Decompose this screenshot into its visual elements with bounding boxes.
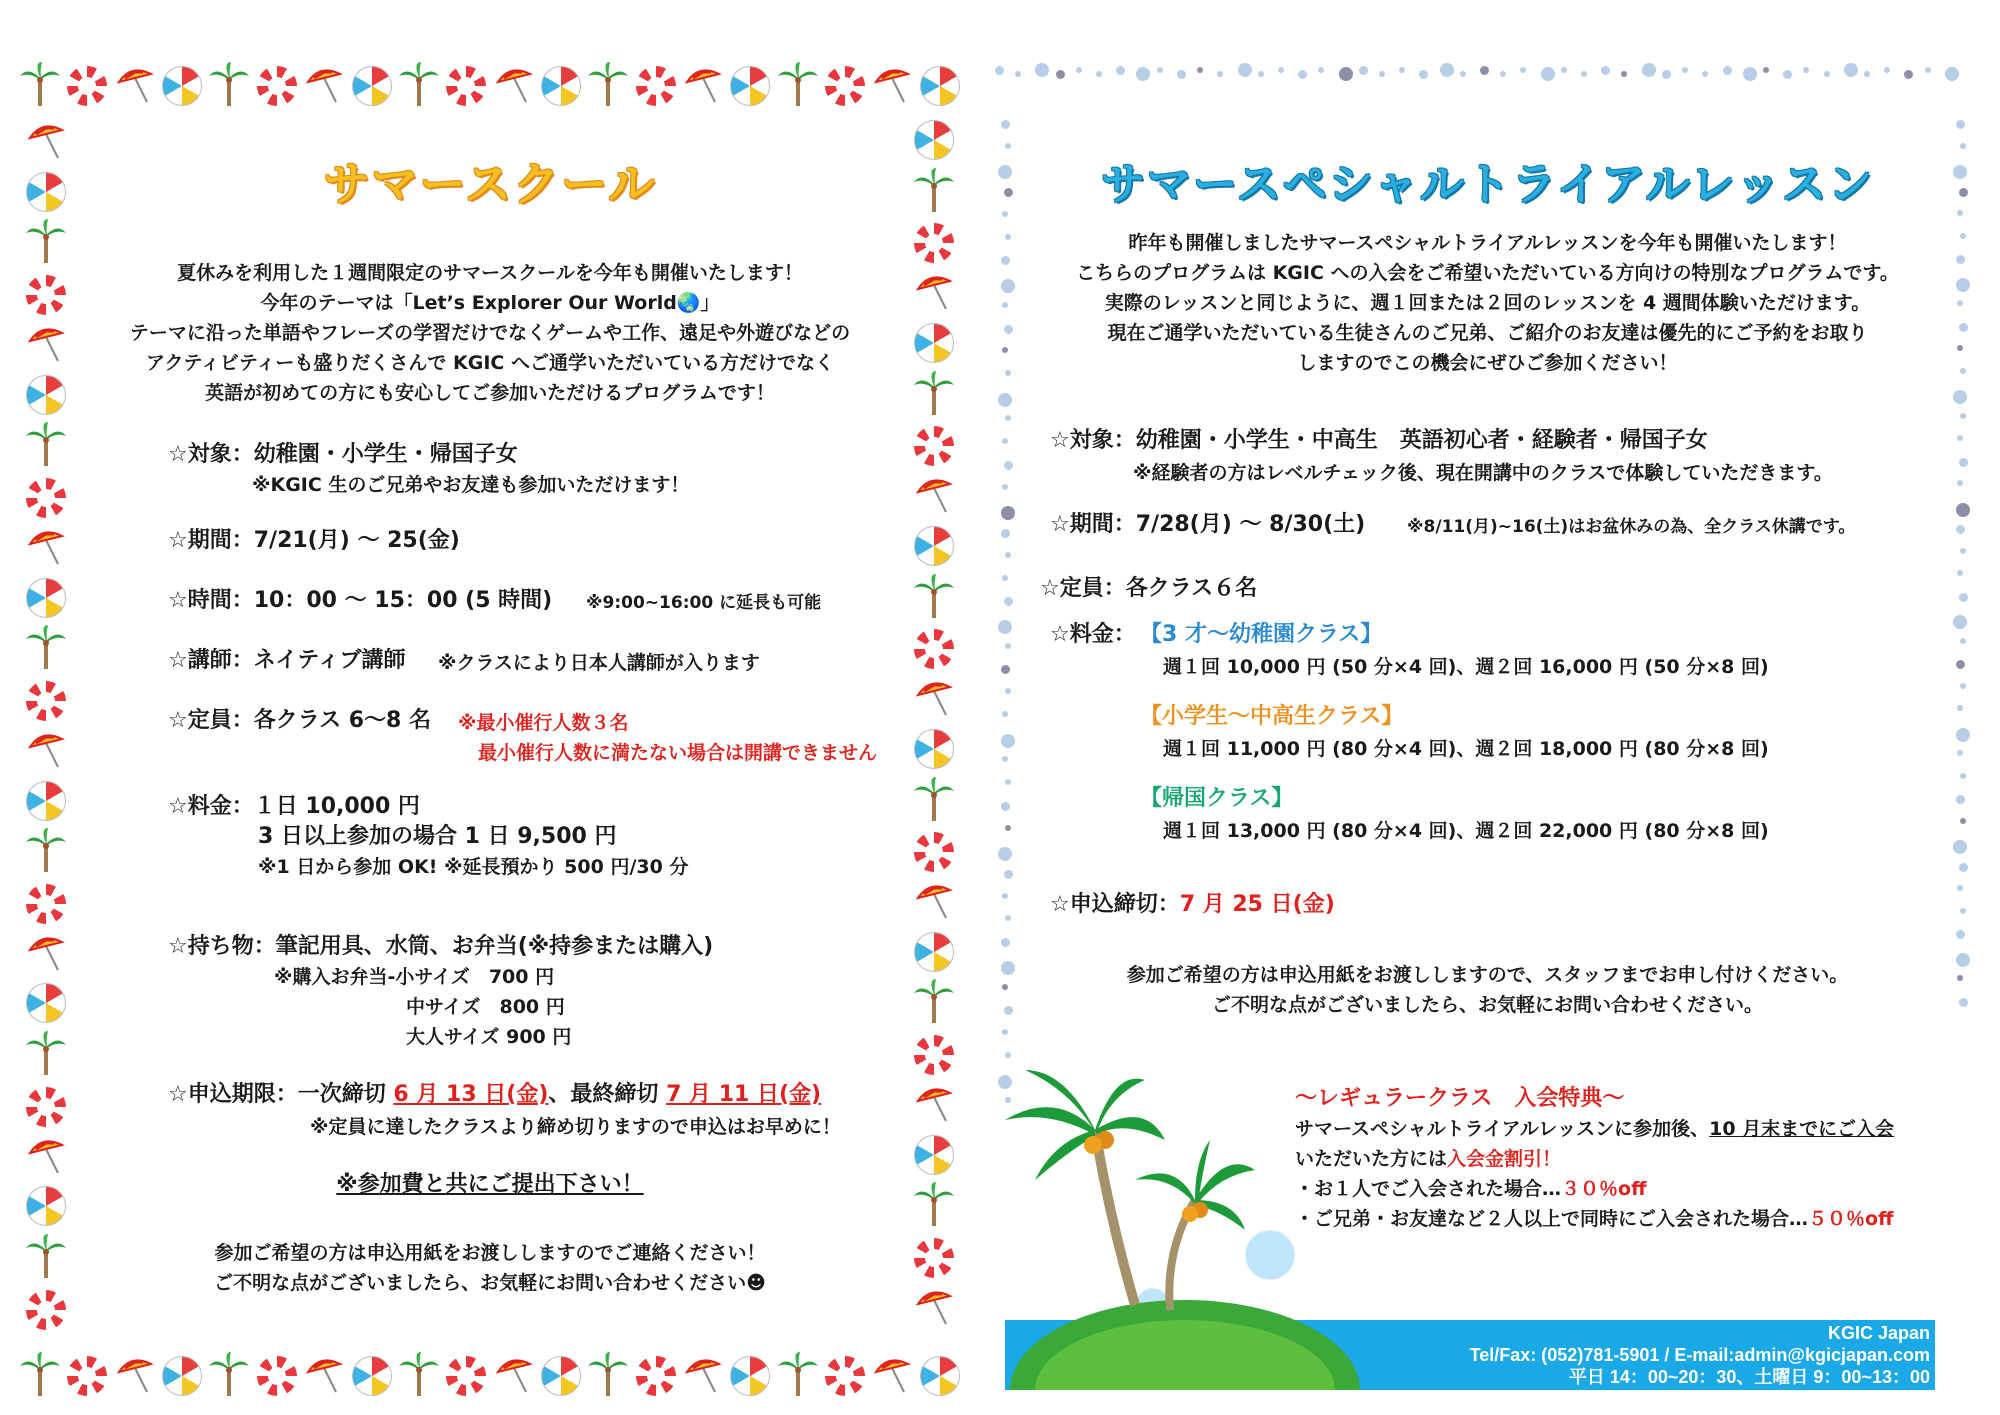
- closing-line-2: ご不明な点がございましたら、お気軽にお問い合わせください☻: [214, 1272, 766, 1294]
- summer-school-title: サマースクール: [323, 157, 657, 211]
- decor-dot: [1959, 593, 1968, 602]
- decor-dot: [1076, 67, 1082, 73]
- beach-umbrella-icon: [26, 932, 66, 976]
- beach-ball-icon: [352, 1356, 392, 1396]
- decor-dot: [1002, 711, 1008, 717]
- swim-ring-icon: [26, 884, 66, 924]
- palm-tree-icon: [399, 62, 439, 110]
- trial-period-label: ☆期間：7/28(月) ～ 8/30(土): [1050, 512, 1366, 537]
- beach-ball-icon: [914, 1135, 954, 1175]
- decor-dot: [1005, 688, 1011, 694]
- trial-fee-label: ☆料金：: [1050, 622, 1136, 647]
- decor-dot: [1005, 370, 1011, 376]
- promo-title: ～レギュラークラス 入会特典～: [1295, 1086, 1625, 1111]
- beach-umbrella-icon: [26, 729, 66, 773]
- decor-dot: [1959, 863, 1968, 872]
- beach-ball-icon: [26, 983, 66, 1023]
- swim-ring-icon: [446, 1356, 486, 1396]
- fee-note: ※1 日から参加 OK! ※延長預かり 500 円/30 分: [258, 856, 689, 878]
- decor-dot: [1001, 529, 1010, 538]
- decor-dot: [1960, 908, 1966, 914]
- palm-tree-icon: [914, 1182, 954, 1230]
- bento-medium: 中サイズ 800 円: [406, 996, 565, 1018]
- decor-dot: [1440, 63, 1454, 77]
- decor-dot: [1956, 503, 1970, 517]
- palm-tree-icon: [399, 1352, 439, 1400]
- decor-dot: [1864, 71, 1870, 77]
- decor-dot: [1960, 233, 1966, 239]
- decor-dot: [1005, 1052, 1011, 1058]
- promo-bullet-2a: ・ご兄弟・お友達など２人以上で同時にご入会された場合…: [1295, 1208, 1809, 1230]
- deadline-final: 7 月 11 日(金): [666, 1082, 822, 1107]
- beach-umbrella-icon: [26, 1135, 66, 1179]
- decor-dot: [1561, 67, 1567, 73]
- beach-ball-icon: [541, 1356, 581, 1396]
- decor-dot: [1116, 66, 1125, 75]
- decor-dot: [1960, 638, 1966, 644]
- decor-dot: [1960, 548, 1966, 554]
- trial-deadline-date: 7 月 25 日(金): [1179, 892, 1335, 917]
- palm-tree-icon: [778, 1352, 818, 1400]
- beach-ball-icon: [541, 66, 581, 106]
- swim-ring-icon: [26, 1087, 66, 1127]
- decor-dot: [1001, 279, 1015, 293]
- swim-ring-icon: [67, 1356, 107, 1396]
- trial-closing-2: ご不明な点がございましたら、お気軽にお問い合わせください。: [1211, 994, 1763, 1016]
- teacher-label: ☆講師：ネイティブ講師: [168, 648, 406, 673]
- closing-line-1: 参加ご希望の方は申込用紙をお渡ししますのでご連絡ください！: [214, 1242, 766, 1264]
- trial-period-note: ※8/11(月)~16(土)はお盆休みの為、全クラス休講です。: [1407, 517, 1856, 537]
- capacity-label: ☆定員：各クラス 6～8 名: [168, 708, 431, 733]
- beach-ball-icon: [914, 323, 954, 363]
- deadline-label: ☆申込期限：一次締切: [168, 1082, 394, 1107]
- trial-intro-line-3: 実際のレッスンと同じように、週１回または２回のレッスンを 4 週間体験いただけます。: [1104, 292, 1871, 314]
- trial-intro-line-2: こちらのプログラムは KGIC への入会をご希望いただいている方向けの特別なプログラムです。: [1076, 262, 1899, 284]
- decor-dot: [1318, 67, 1324, 73]
- promo-line-1: [1295, 1114, 1894, 1144]
- decor-dot: [1002, 575, 1008, 581]
- decor-dot: [1460, 71, 1466, 77]
- decor-dot: [1702, 71, 1708, 77]
- decor-dot: [1957, 705, 1963, 711]
- fee-line-2: 3 日以上参加の場合 1 日 9,500 円: [258, 824, 617, 849]
- deadline-note: ※定員に達したクラスより締め切りますので申込はお早めに！: [310, 1116, 841, 1138]
- palm-tree-icon: [209, 62, 249, 110]
- decor-dot: [1956, 525, 1965, 534]
- decor-dot: [1960, 818, 1966, 824]
- swim-ring-icon: [26, 478, 66, 518]
- swim-ring-icon: [257, 1356, 297, 1396]
- promo-bullet-1a: ・お１人でご入会された場合…: [1295, 1178, 1562, 1200]
- decor-dot: [1953, 615, 1967, 629]
- decor-dot: [998, 847, 1012, 861]
- trial-closing-1: 参加ご希望の方は申込用紙をお渡ししますので、スタッフまでお申し付けください。: [1126, 964, 1849, 986]
- decor-dot: [1682, 67, 1688, 73]
- tropical-border-left: [20, 120, 72, 1330]
- promo-bullet-2: [1295, 1204, 1893, 1234]
- beach-umbrella-icon: [914, 271, 954, 315]
- decor-dot: [1956, 660, 1965, 669]
- decor-dot: [1015, 71, 1021, 77]
- decor-dot: [1002, 302, 1008, 308]
- class-elementary-name: 【小学生～中高生クラス】: [1140, 704, 1404, 729]
- dot-border-top: [995, 60, 1980, 90]
- decor-dot: [998, 393, 1012, 407]
- decor-dot: [1177, 70, 1186, 79]
- decor-dot: [1056, 70, 1065, 79]
- footer-company: KGIC Japan: [1827, 1323, 1930, 1343]
- decor-dot: [1001, 961, 1015, 975]
- decor-dot: [1005, 552, 1011, 558]
- beach-umbrella-icon: [683, 1354, 723, 1398]
- decor-dot: [1956, 930, 1965, 939]
- beach-umbrella-icon: [872, 1354, 912, 1398]
- decor-dot: [1005, 234, 1011, 240]
- beach-ball-icon: [730, 1356, 770, 1396]
- decor-dot: [1581, 71, 1587, 77]
- decor-dot: [1238, 63, 1252, 77]
- decor-dot: [998, 620, 1012, 634]
- decor-dot: [1002, 984, 1008, 990]
- decor-dot: [1957, 885, 1963, 891]
- beach-ball-icon: [26, 578, 66, 618]
- intro-line-5: 英語が初めての方にも安心してご参加いただけるプログラムです！: [205, 382, 775, 404]
- swim-ring-icon: [446, 66, 486, 106]
- decor-dot: [1953, 840, 1967, 854]
- decor-dot: [1844, 63, 1858, 77]
- decor-dot: [1157, 67, 1163, 73]
- bento-large: 大人サイズ 900 円: [406, 1026, 572, 1048]
- decor-dot: [1960, 368, 1966, 374]
- promo-line-1a: サマースペシャルトライアルレッスンに参加後、: [1295, 1118, 1710, 1140]
- decor-dot: [1096, 71, 1102, 77]
- beach-umbrella-icon: [914, 1286, 954, 1330]
- time-note: ※9:00~16:00 に延長も可能: [586, 593, 822, 613]
- trial-capacity-label: ☆定員：各クラス６名: [1040, 576, 1258, 601]
- deadline-mid: 、最終締切: [548, 1082, 667, 1107]
- target-note: ※KGIC 生のご兄弟やお友達も参加いただけます！: [252, 474, 690, 496]
- swim-ring-icon: [914, 1238, 954, 1278]
- bento-small: ※購入お弁当-小サイズ 700 円: [274, 966, 555, 988]
- promo-line-2a: いただいた方には: [1295, 1148, 1448, 1170]
- beach-ball-icon: [26, 781, 66, 821]
- palm-tree-icon: [914, 371, 954, 419]
- palm-tree-icon: [914, 777, 954, 825]
- decor-dot: [1002, 347, 1008, 353]
- intro-line-2: 今年のテーマは「Let’s Explorer Our World🌏」: [260, 292, 720, 314]
- decor-dot: [1957, 570, 1963, 576]
- decor-dot: [1136, 67, 1150, 81]
- decor-dot: [1005, 415, 1011, 421]
- tropical-border-top: [20, 60, 960, 112]
- fee-label: ☆料金：１日 10,000 円: [168, 794, 420, 819]
- beach-ball-icon: [914, 932, 954, 972]
- beach-umbrella-icon: [26, 526, 66, 570]
- promo-line-1b: 10 月末までにご入会: [1709, 1118, 1895, 1140]
- class-returnee-price: 週１回 13,000 円 (80 分×4 回)、週２回 22,000 円 (80 分×8 回): [1163, 820, 1769, 842]
- decor-dot: [1541, 67, 1555, 81]
- decor-dot: [1005, 825, 1011, 831]
- capacity-note-1: ※最小催行人数３名: [458, 712, 629, 734]
- palm-tree-icon: [26, 625, 66, 673]
- swim-ring-icon: [914, 629, 954, 669]
- swim-ring-icon: [26, 275, 66, 315]
- decor-dot: [1002, 484, 1008, 490]
- summer-trial-lesson-flyer: [995, 60, 1980, 1390]
- decor-dot: [1001, 938, 1010, 947]
- decor-dot: [1662, 70, 1671, 79]
- decor-dot: [1957, 750, 1963, 756]
- palm-tree-icon: [26, 422, 66, 470]
- palm-tree-icon: [26, 219, 66, 267]
- trial-deadline-label: ☆申込締切：: [1050, 892, 1180, 917]
- decor-dot: [1957, 435, 1963, 441]
- promo-bullet-2b: ５０％off: [1808, 1208, 1894, 1230]
- decor-dot: [1379, 71, 1385, 77]
- palm-tree-icon: [588, 1352, 628, 1400]
- decor-dot: [1001, 506, 1015, 520]
- beach-umbrella-icon: [115, 64, 155, 108]
- beach-umbrella-icon: [683, 64, 723, 108]
- beach-umbrella-icon: [494, 64, 534, 108]
- swim-ring-icon: [636, 66, 676, 106]
- decor-dot: [1959, 458, 1968, 467]
- beach-ball-icon: [26, 1186, 66, 1226]
- palm-tree-icon: [26, 1031, 66, 1079]
- decor-dot: [1001, 734, 1015, 748]
- decor-dot: [1642, 63, 1656, 77]
- palm-tree-icon: [914, 979, 954, 1027]
- decor-dot: [1339, 67, 1353, 81]
- beach-ball-icon: [914, 526, 954, 566]
- decor-dot: [1945, 67, 1959, 81]
- trial-target-note: ※経験者の方はレベルチェック後、現在開講中のクラスで体験していただきます。: [1133, 462, 1833, 484]
- beach-umbrella-icon: [304, 64, 344, 108]
- palm-tree-icon: [588, 62, 628, 110]
- trial-intro-line-5: しますのでこの機会にぜひご参加ください！: [1297, 352, 1678, 374]
- decor-dot: [1480, 66, 1489, 75]
- submit-note: ※参加費と共にご提出下さい！: [336, 1172, 644, 1197]
- decor-dot: [1399, 67, 1405, 73]
- decor-dot: [1001, 256, 1010, 265]
- intro-line-3: テーマに沿った単語やフレーズの学習だけでなくゲームや工作、遠足や外遊びなどの: [129, 322, 851, 344]
- capacity-note-2: 最小催行人数に満たない場合は開講できません: [478, 742, 878, 764]
- beach-ball-icon: [162, 1356, 202, 1396]
- decor-dot: [1005, 779, 1011, 785]
- beach-umbrella-icon: [304, 1354, 344, 1398]
- decor-dot: [1419, 70, 1428, 79]
- decor-dot: [1004, 325, 1013, 334]
- swim-ring-icon: [914, 832, 954, 872]
- decor-dot: [1904, 70, 1913, 79]
- decor-dot: [1298, 70, 1307, 79]
- decor-dot: [1001, 120, 1010, 129]
- decor-dot: [1956, 795, 1965, 804]
- swim-ring-icon: [636, 1356, 676, 1396]
- decor-dot: [1035, 63, 1049, 77]
- promo-bullet-1b: ３０％off: [1561, 1178, 1647, 1200]
- decor-dot: [1004, 870, 1013, 879]
- swim-ring-icon: [825, 66, 865, 106]
- beach-umbrella-icon: [872, 64, 912, 108]
- decor-dot: [1824, 71, 1830, 77]
- target-label: ☆対象：幼稚園・小学生・帰国子女: [168, 442, 518, 467]
- decor-dot: [1004, 461, 1013, 470]
- decor-dot: [1001, 802, 1010, 811]
- palm-tree-icon: [20, 1352, 60, 1400]
- promo-line-2b: 入会金割引！: [1447, 1148, 1562, 1170]
- deadline-first: 6 月 13 日(金): [393, 1082, 549, 1107]
- decor-dot: [1002, 438, 1008, 444]
- teacher-note: ※クラスにより日本人講師が入ります: [438, 652, 760, 674]
- swim-ring-icon: [257, 66, 297, 106]
- decor-dot: [1960, 413, 1966, 419]
- decor-dot: [1763, 67, 1769, 73]
- palm-tree-icon: [209, 1352, 249, 1400]
- summer-school-flyer: [20, 60, 960, 1390]
- decor-dot: [1956, 728, 1970, 742]
- decor-dot: [1500, 71, 1506, 77]
- decor-dot: [1278, 67, 1284, 73]
- palm-tree-icon: [26, 828, 66, 876]
- decor-dot: [1925, 67, 1931, 73]
- items-label: ☆持ち物：筆記用具、水筒、お弁当(※持参または購入): [168, 934, 714, 959]
- decor-dot: [1359, 66, 1368, 75]
- palm-tree-icon: [26, 1234, 66, 1282]
- decor-dot: [1002, 756, 1008, 762]
- decor-dot: [1002, 1029, 1008, 1035]
- deadline-row: [168, 1080, 821, 1110]
- decor-dot: [1197, 67, 1203, 73]
- contact-footer: [1470, 1322, 1930, 1388]
- intro-line-1: 夏休みを利用した１週間限定のサマースクールを今年も開催いたします！: [177, 262, 803, 284]
- beach-ball-icon: [914, 729, 954, 769]
- promo-line-2: [1295, 1144, 1561, 1174]
- decor-dot: [1783, 70, 1792, 79]
- decor-dot: [1601, 66, 1610, 75]
- decor-dot: [1960, 773, 1966, 779]
- decor-dot: [1957, 480, 1963, 486]
- period-label: ☆期間：7/21(月) ～ 25(金): [168, 528, 460, 553]
- beach-ball-icon: [26, 375, 66, 415]
- palm-tree-icon: [20, 62, 60, 110]
- footer-hours: 平日 14：00~20：30、土曜日 9：00~13：00: [1568, 1367, 1930, 1387]
- swim-ring-icon: [26, 681, 66, 721]
- palm-tree-icon: [914, 574, 954, 622]
- decor-dot: [1960, 683, 1966, 689]
- decor-dot: [1217, 71, 1223, 77]
- time-label: ☆時間：10：00 ～ 15：00 (5 時間): [168, 588, 553, 613]
- class-kindergarten-price: 週１回 10,000 円 (50 分×4 回)、週２回 16,000 円 (50 分×8 回): [1163, 656, 1769, 678]
- trial-intro-line-1: 昨年も開催しましたサマースペシャルトライアルレッスンを今年も開催いたします！: [1128, 232, 1847, 254]
- palm-tree-icon: [778, 62, 818, 110]
- class-returnee-name: 【帰国クラス】: [1140, 786, 1294, 811]
- decor-dot: [1803, 67, 1809, 73]
- class-kindergarten-name: 【3 才～幼稚園クラス】: [1140, 622, 1383, 647]
- decor-dot: [1743, 67, 1757, 81]
- decor-dot: [1884, 67, 1890, 73]
- decor-dot: [1004, 1006, 1013, 1015]
- trial-deadline-row: [1050, 890, 1335, 920]
- decor-dot: [1001, 665, 1010, 674]
- beach-umbrella-icon: [914, 677, 954, 721]
- decor-dot: [1002, 893, 1008, 899]
- tropical-border-right: [908, 120, 960, 1330]
- beach-ball-icon: [352, 66, 392, 106]
- tropical-border-bottom: [20, 1350, 960, 1402]
- intro-line-4: アクティビティーも盛りだくさんで KGIC へご通学いただいている方だけでなく: [146, 352, 834, 374]
- swim-ring-icon: [67, 66, 107, 106]
- decor-dot: [1004, 597, 1013, 606]
- beach-umbrella-icon: [914, 474, 954, 518]
- promo-bullet-1: [1295, 1174, 1646, 1204]
- swim-ring-icon: [26, 1290, 66, 1330]
- beach-ball-icon: [920, 66, 960, 106]
- decor-dot: [1621, 71, 1627, 77]
- decor-dot: [1258, 71, 1264, 77]
- beach-umbrella-icon: [494, 1354, 534, 1398]
- decor-dot: [1956, 120, 1965, 129]
- swim-ring-icon: [914, 1035, 954, 1075]
- decor-dot: [1005, 915, 1011, 921]
- beach-ball-icon: [730, 66, 770, 106]
- trial-intro-line-4: 現在ご通学いただいている生徒さんのご兄弟、ご紹介のお友達は優先的にご予約をお取り: [1107, 322, 1868, 344]
- swim-ring-icon: [914, 426, 954, 466]
- beach-umbrella-icon: [26, 323, 66, 367]
- trial-lesson-title: サマースペシャルトライアルレッスン: [1101, 159, 1874, 210]
- beach-ball-icon: [920, 1356, 960, 1396]
- decor-dot: [1520, 67, 1526, 73]
- beach-umbrella-icon: [914, 880, 954, 924]
- decor-dot: [1953, 390, 1967, 404]
- decor-dot: [1005, 643, 1011, 649]
- class-elementary-price: 週１回 11,000 円 (80 分×4 回)、週２回 18,000 円 (80 分×8 回): [1163, 738, 1769, 760]
- decor-dot: [995, 66, 1004, 75]
- swim-ring-icon: [914, 223, 954, 263]
- swim-ring-icon: [825, 1356, 865, 1396]
- decor-dot: [1723, 66, 1732, 75]
- beach-umbrella-icon: [115, 1354, 155, 1398]
- beach-umbrella-icon: [914, 1083, 954, 1127]
- footer-contact: Tel/Fax: (052)781-5901 / E-mail:admin@kgicjapan.com: [1469, 1345, 1930, 1365]
- trial-target-label: ☆対象：幼稚園・小学生・中高生 英語初心者・経験者・帰国子女: [1050, 428, 1708, 453]
- beach-ball-icon: [162, 66, 202, 106]
